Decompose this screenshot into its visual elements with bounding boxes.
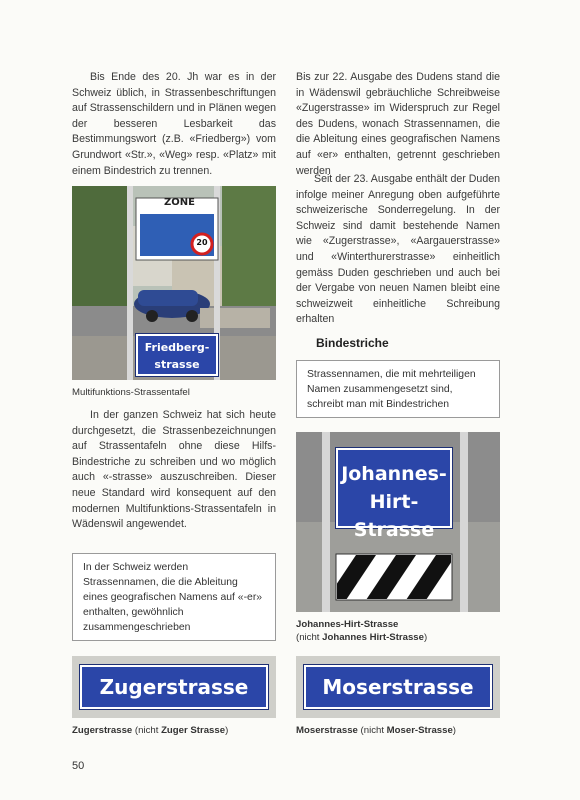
johannes-street-sign [336, 448, 452, 541]
zone-sign-title: ZONE [164, 197, 195, 208]
johannes-caption-end: ) [423, 632, 428, 643]
moser-caption-correct: Moserstrasse [296, 725, 358, 736]
friedberg-sign-line-2: strasse [154, 358, 200, 371]
moser-caption-mid: (nicht [357, 725, 387, 736]
moser-caption [296, 724, 456, 737]
multifunction-sign-caption: Multifunktions-Strassentafel [72, 387, 190, 398]
zuger-caption-end: ) [225, 725, 229, 736]
moser-caption-end: ) [452, 725, 456, 736]
johannes-caption-wrong: Johannes Hirt-Strasse [322, 632, 424, 643]
zuger-caption-wrong: Zuger Strasse [161, 725, 226, 736]
johannes-sign-line-1: Johannes- [341, 463, 447, 485]
johannes-caption [296, 618, 427, 644]
right-info-box: Strassennamen, die mit mehrteiligen Namen zusammengesetzt sind, schreibt man mit Bindestrichen [296, 360, 500, 418]
multifunction-sign-photo [72, 186, 276, 380]
page-number: 50 [72, 760, 85, 772]
right-paragraph-1: Bis zur 22. Ausgabe des Dudens stand die in Wädenswil gebräuchliche Schreibweise «Zugerstrasse» im Widerspruch zur Regel des Dudens, wonach Strassennamen, die die Ableitung eines geografischen Namens auf «er» enthalten, getrennt geschrieben werden [296, 71, 500, 177]
johannes-sign-photo [296, 432, 500, 612]
speed-limit-value: 20 [196, 238, 208, 247]
zuger-sign-photo [72, 656, 276, 718]
moser-caption-wrong: Moser-Strasse [386, 725, 453, 736]
zuger-caption-mid: (nicht [132, 725, 162, 736]
friedberg-street-sign [136, 334, 218, 376]
moser-street-sign: Moserstrasse [304, 665, 492, 709]
zuger-street-sign: Zugerstrasse [80, 665, 268, 709]
johannes-sign-line-2: Hirt-Strasse [353, 491, 435, 541]
friedberg-sign-line-1: Friedberg- [144, 341, 210, 354]
johannes-caption-pre: (nicht [296, 632, 323, 643]
zuger-caption [72, 724, 228, 737]
moser-sign-photo [296, 656, 500, 718]
section-heading: Bindestriche [316, 336, 389, 350]
left-info-box: In der Schweiz werden Strassennamen, die die Ableitung eines geografischen Namens auf «-er» enthalten, gewöhnlich zusammengeschrieben [72, 553, 276, 641]
left-paragraph-1: Bis Ende des 20. Jh war es in der Schweiz üblich, in Strassenbeschriftungen auf Strassenschildern und in Plänen wegen der besseren Lesbarkeit das Bestimmungswort (z.B. «Friedberg») vom Grundwort «Str.», «Weg» resp. «Platz» mit einem Bindestrich zu trennen. [72, 71, 276, 177]
johannes-caption-correct: Johannes-Hirt-Strasse [296, 619, 399, 630]
right-paragraph-2: Seit der 23. Ausgabe enthält der Duden infolge meiner Anregung oben aufgeführte schweizerische Sonderregelung. In der Schweiz sind damit bestehende Namen wie «Zugerstrasse», «Aargauerstrasse» und «Winterthurerstrasse» einheitlich gemäss Duden geschrieben und auch bei der Vergabe von neuen Namen bleibt eine schweizweit einheitliche Schreibung erhalten [296, 173, 500, 326]
left-paragraph-2: In der ganzen Schweiz hat sich heute durchgesetzt, die Strassenbezeichnungen auf Strassentafeln ohne diese Hilfs-Bindestriche zu schreiben und wo möglich auch «-strasse» auszuschreiben. Dieser neue Standard wird konsequent auf den modernen Multifunktions-Strassentafeln in Wädenswil angewendet. [72, 409, 276, 531]
zuger-caption-correct: Zugerstrasse [72, 725, 133, 736]
